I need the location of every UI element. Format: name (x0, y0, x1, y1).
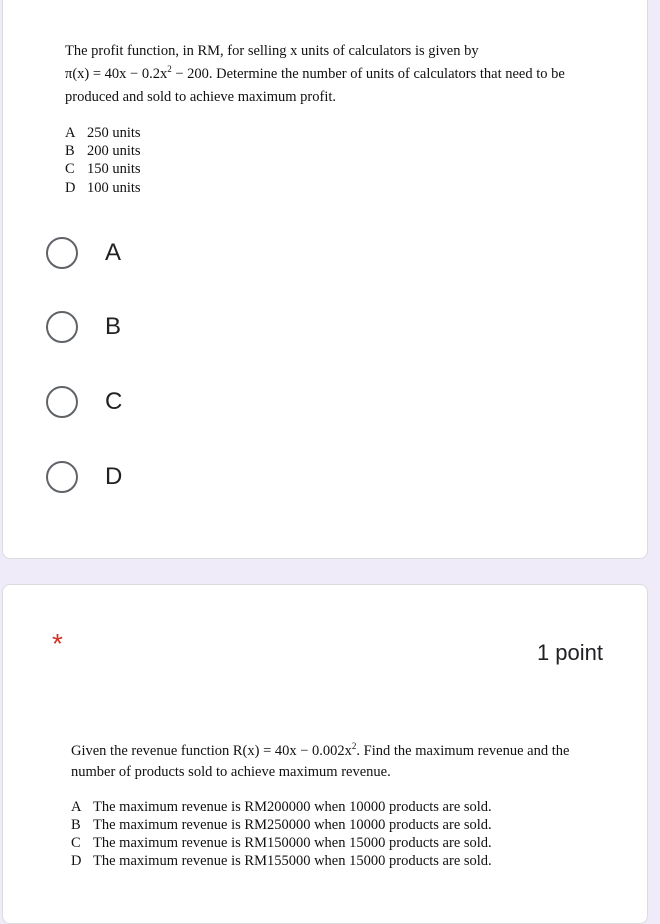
radio-label-b[interactable]: B (105, 313, 122, 340)
question-1-line-1: The profit function, in RM, for selling x units of calculators is given by (65, 43, 479, 59)
question-1-formula-exponent: 2 (167, 64, 172, 74)
question-1-line-3: produced and sold to achieve maximum profit. (65, 89, 336, 105)
radio-choice-a[interactable] (46, 233, 121, 273)
question-2-option-b (71, 817, 492, 834)
option-text: 200 units (87, 143, 141, 159)
question-2-line-1-pre: Given the revenue function (71, 743, 233, 759)
radio-button-a[interactable] (46, 237, 78, 269)
required-asterisk: * (52, 628, 63, 659)
question-2-line-1 (71, 741, 569, 760)
option-text: The maximum revenue is RM155000 when 15000 products are sold. (93, 853, 492, 869)
option-letter: D (65, 180, 76, 196)
option-letter: C (65, 161, 75, 177)
radio-choice-d[interactable] (46, 457, 122, 497)
radio-label-d[interactable]: D (105, 463, 123, 490)
question-1-line-2 (65, 64, 565, 83)
radio-label-c[interactable]: C (105, 388, 123, 415)
option-letter: B (65, 143, 75, 159)
option-text: 100 units (87, 180, 141, 196)
question-1-option-b (65, 143, 141, 160)
option-text: The maximum revenue is RM250000 when 10000 products are sold. (93, 817, 492, 833)
option-letter: B (71, 817, 81, 833)
option-letter: C (71, 835, 81, 851)
radio-button-b[interactable] (46, 311, 78, 343)
question-1-line-2-rest: − 200. Determine the number of units of calculators that need to be (171, 66, 565, 82)
option-letter: A (65, 125, 76, 141)
radio-button-c[interactable] (46, 386, 78, 418)
question-2-formula-exponent: 2 (351, 741, 357, 751)
question-2-option-c (71, 835, 492, 852)
radio-label-a[interactable]: A (105, 239, 122, 266)
question-1-option-c (65, 161, 141, 178)
points-label: 1 point (536, 640, 603, 665)
question-2-line-1-post: . Find the maximum revenue and the (356, 743, 570, 759)
option-letter: A (71, 799, 82, 815)
radio-choice-c[interactable] (46, 382, 122, 422)
option-letter: D (71, 853, 82, 869)
question-1-option-a (65, 125, 141, 142)
question-1-option-d (65, 180, 141, 197)
question-1-formula: π(x) = 40x − 0.2x (65, 66, 168, 82)
option-text: The maximum revenue is RM150000 when 15000 products are sold. (93, 835, 492, 851)
question-2-option-d (71, 853, 492, 870)
question-2-formula: R(x) = 40x − 0.002x (232, 743, 352, 759)
radio-choice-b[interactable] (46, 307, 121, 347)
radio-button-d[interactable] (46, 461, 78, 493)
option-text: The maximum revenue is RM200000 when 10000 products are sold. (93, 799, 492, 815)
question-2-line-2: number of products sold to achieve maximum revenue. (71, 764, 391, 780)
question-2-option-a (71, 799, 492, 816)
option-text: 250 units (87, 125, 141, 141)
option-text: 150 units (87, 161, 141, 177)
